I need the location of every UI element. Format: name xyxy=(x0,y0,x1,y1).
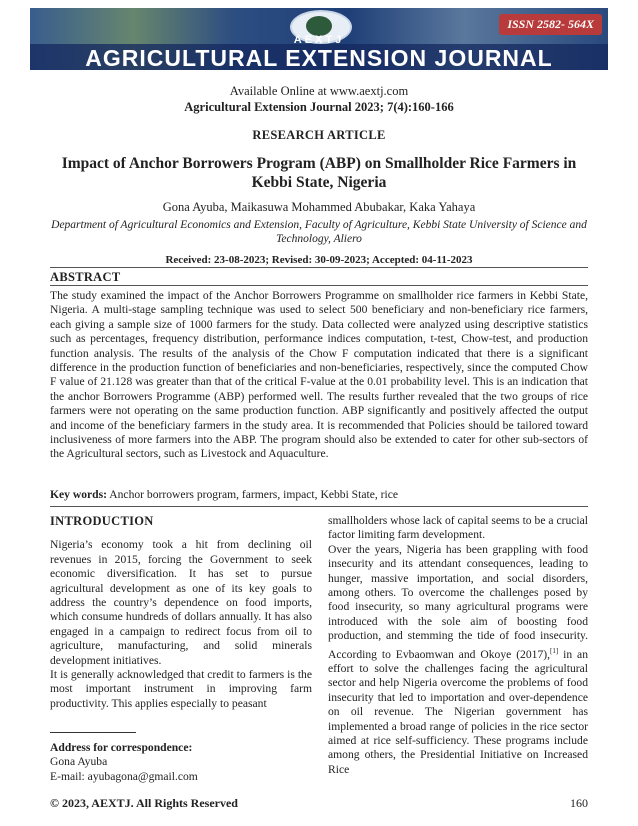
article-title: Impact of Anchor Borrowers Program (ABP) on Smallholder Rice Farmers in Kebbi State, Nigeria xyxy=(61,155,577,191)
right-column xyxy=(328,514,588,777)
divider xyxy=(50,285,588,286)
divider xyxy=(50,506,588,507)
divider xyxy=(50,267,588,268)
article-dates: Received: 23-08-2023; Revised: 30-09-2023; Accepted: 04-11-2023 xyxy=(165,254,473,266)
abstract-body: The study examined the impact of the Anchor Borrowers Programme on smallholder rice farmers in Kebbi State, Nigeria. A multi-stage sampling technique was used to select 500 beneficiary and non-beneficiary rice farmers, each giving a sample size of 1000 farmers for the study. Data collected were analyzed using descriptive statistics such as percentages, frequency distribution, performance indices computation, t-test, Chow-test, and production function analysis. The results of the analysis of the Chow F computation indicated that there is a significant difference in the production function of beneficiaries and non-beneficiaries, respectively, since the computed Chow F value of 21.128 was greater than that of the critical F-value at the 0.01 probability level. This is an indication that the anchor Borrowers Programme (ABP) performed well. The results further revealed that the two groups of rice farmers were not operating on the same production function. ABP significantly and positively affected the output and income of the beneficiary farmers in the study area. It is recommended that Policies should be tailored toward inclusiveness of more farmers into the ABP. The program should also be extended to cater for other sub-sectors of the Agricultural sectors, such as Livestock and Aquaculture. xyxy=(50,289,588,461)
correspondence-email: E-mail: ayubagona@gmail.com xyxy=(50,769,198,783)
introduction-heading: INTRODUCTION xyxy=(50,514,154,528)
keywords-label: Key words: xyxy=(50,488,107,501)
correspondence-heading: Address for correspondence: xyxy=(50,741,193,754)
banner-title: AGRICULTURAL EXTENSION JOURNAL xyxy=(85,45,553,70)
correspondence-name: Gona Ayuba xyxy=(50,755,108,769)
logo-text: AEXTJ xyxy=(293,34,345,46)
page-number: 160 xyxy=(570,796,588,810)
journal-reference: Agricultural Extension Journal 2023; 7(4):160-166 xyxy=(184,100,454,114)
affiliation: Department of Agricultural Economics and Extension, Faculty of Agriculture, Kebbi State University of Science and Technology, Aliero xyxy=(51,219,587,245)
paragraph-text: in an effort to solve the challenges facing the agricultural sector and help Nigeria overcome the problems of food insecurity that led to importation and over-dependence on oil revenue. The Nigerian government has implemented a broad range of policies in the rice sector aimed at rice self-sufficiency. These programs include among others, the Presidential Initiative on Increased Rice xyxy=(328,647,588,776)
correspondence xyxy=(50,741,198,784)
citation: [1] xyxy=(550,646,559,655)
copyright: © 2023, AEXTJ. All Rights Reserved xyxy=(50,796,238,810)
journal-banner xyxy=(30,8,608,70)
paragraph: It is generally acknowledged that credit to farmers is the most important instrument in improving farm productivity. This applies especially to peasant xyxy=(50,668,312,710)
page-footer xyxy=(50,796,588,811)
left-column xyxy=(50,514,312,711)
paragraph-text: Over the years, Nigeria has been grappling with food insecurity and its attendant consequences, leading to hunger, massive importation, and social disorders, among others. To overcome the challenges posed by food insecurity, so many agricultural programs were introduced with the sole aim of boosting food production, and stemming the tide of food insecurity. According to Evbaomwan and Okoye (2017), xyxy=(328,542,588,661)
keywords-text: Anchor borrowers program, farmers, impact, Kebbi State, rice xyxy=(109,488,399,501)
paragraph: smallholders whose lack of capital seems to be a crucial factor limiting farm development. xyxy=(328,514,588,542)
authors: Gona Ayuba, Maikasuwa Mohammed Abubakar, Kaka Yahaya xyxy=(162,200,476,214)
issn-badge: ISSN 2582- 564X xyxy=(499,14,602,35)
article-type: RESEARCH ARTICLE xyxy=(252,128,386,142)
keywords xyxy=(50,488,588,501)
paragraph: Nigeria’s economy took a hit from declining oil revenues in 2015, forcing the Government to seek economic diversification. It has set to pursue agricultural development as one of its key goals to address the country’s dependence on food imports, which consume hundreds of dollars annually. It has also engaged in a campaign to redirect focus from oil to agriculture, manufacturing, and solid minerals development initiatives. xyxy=(50,538,312,667)
paragraph xyxy=(328,543,588,777)
available-online: Available Online at www.aextj.com xyxy=(229,84,409,98)
footnote-rule xyxy=(50,732,136,733)
abstract-heading: ABSTRACT xyxy=(50,270,121,284)
